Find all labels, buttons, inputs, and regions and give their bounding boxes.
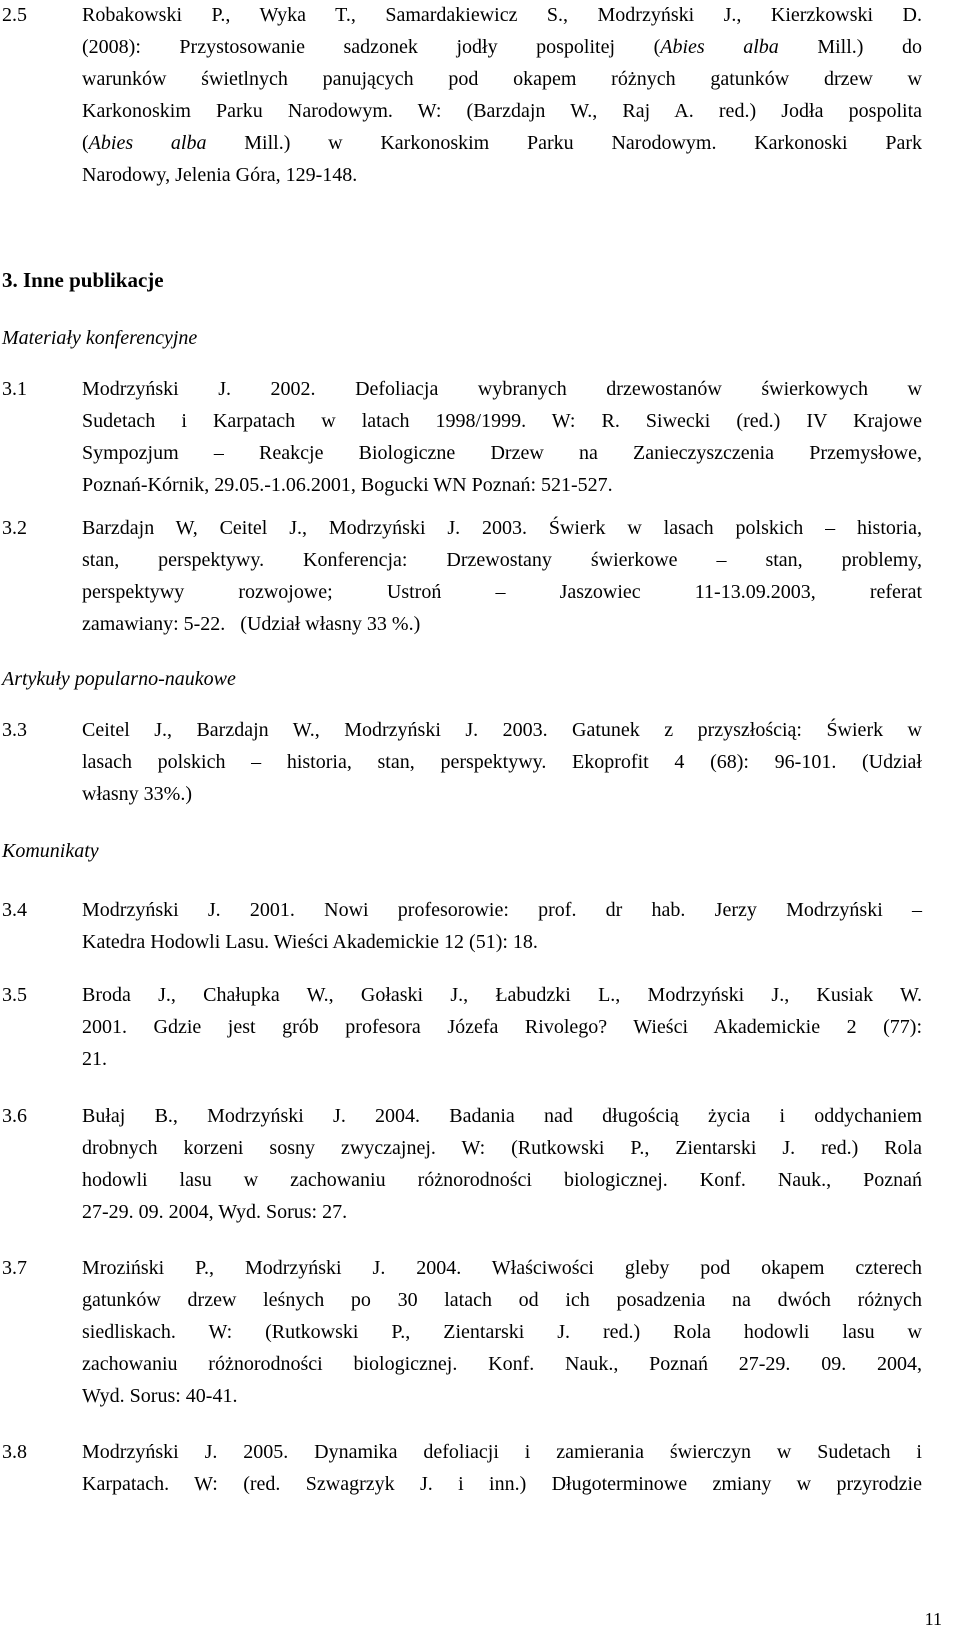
entry-text (82, 894, 922, 958)
entry-number: 3.1 (2, 378, 27, 400)
entry-line: (Abies alba Mill.) w Karkonoskim Parku Narodowym. Karkonoski Park (82, 132, 922, 154)
entry-line: Katedra Hodowli Lasu. Wieści Akademickie 12 (51): 18. (82, 931, 538, 953)
subheading-popular: Artykuły popularno-naukowe (2, 668, 236, 690)
entry-line: drobnych korzeni sosny zwyczajnej. W: (Rutkowski P., Zientarski J. red.) Rola (82, 1137, 922, 1159)
entry-number: 3.3 (2, 719, 27, 741)
entry-line: 21. (82, 1048, 107, 1070)
subheading-conference: Materiały konferencyjne (2, 327, 198, 349)
entry-number: 3.8 (2, 1441, 27, 1463)
entry-line: warunków świetlnych panujących pod okapem różnych gatunków drzew w (82, 68, 922, 90)
entry-text (82, 0, 922, 191)
entry-line: (2008): Przystosowanie sadzonek jodły pospolitej (Abies alba Mill.) do (82, 36, 922, 58)
entry-line: Broda J., Chałupka W., Gołaski J., Łabudzki L., Modrzyński J., Kusiak W. (82, 984, 922, 1006)
entry-line: Modrzyński J. 2005. Dynamika defoliacji i zamierania świerczyn w Sudetach i (82, 1441, 922, 1463)
section-heading: 3. Inne publikacje (2, 268, 164, 292)
entry-line: Karpatach. W: (red. Szwagrzyk J. i inn.) Długoterminowe zmiany w przyrodzie (82, 1473, 922, 1495)
entry-text (82, 714, 922, 810)
entry-line: Modrzyński J. 2002. Defoliacja wybranych drzewostanów świerkowych w (82, 378, 922, 400)
entry-line: siedliskach. W: (Rutkowski P., Zientarski J. red.) Rola hodowli lasu w (82, 1321, 922, 1343)
entry-line: Sympozjum – Reakcje Biologiczne Drzew na Zanieczyszczenia Przemysłowe, (82, 442, 922, 464)
entry-text (82, 512, 922, 640)
entry-line: Poznań-Kórnik, 29.05.-1.06.2001, Bogucki WN Poznań: 521-527. (82, 474, 613, 496)
entry-text (82, 1252, 922, 1412)
entry-number: 3.2 (2, 517, 27, 539)
entry-line: Narodowy, Jelenia Góra, 129-148. (82, 164, 358, 186)
entry-line: Mroziński P., Modrzyński J. 2004. Właściwości gleby pod okapem czterech (82, 1257, 922, 1279)
entry-text (82, 979, 922, 1075)
entry-line: zachowaniu różnorodności biologicznej. Konf. Nauk., Poznań 27-29. 09. 2004, (82, 1353, 922, 1375)
entry-number: 2.5 (2, 4, 27, 26)
entry-number: 3.6 (2, 1105, 27, 1127)
entry-line: 2001. Gdzie jest grób profesora Józefa Rivolego? Wieści Akademickie 2 (77): (82, 1016, 922, 1038)
entry-text (82, 1436, 922, 1500)
entry-line: 27-29. 09. 2004, Wyd. Sorus: 27. (82, 1201, 348, 1223)
entry-line: hodowli lasu w zachowaniu różnorodności biologicznej. Konf. Nauk., Poznań (82, 1169, 922, 1191)
entry-line: zamawiany: 5-22. (Udział własny 33 %.) (82, 613, 421, 635)
entry-line: własny 33%.) (82, 783, 192, 805)
page-number: 11 (924, 1609, 942, 1629)
entry-line: Robakowski P., Wyka T., Samardakiewicz S., Modrzyński J., Kierzkowski D. (82, 4, 922, 26)
entry-number: 3.7 (2, 1257, 27, 1279)
entry-line: Karkonoskim Parku Narodowym. W: (Barzdajn W., Raj A. red.) Jodła pospolita (82, 100, 922, 122)
entry-line: Ceitel J., Barzdajn W., Modrzyński J. 2003. Gatunek z przyszłością: Świerk w (82, 719, 922, 741)
entry-number: 3.5 (2, 984, 27, 1006)
entry-line: Wyd. Sorus: 40-41. (82, 1385, 238, 1407)
entry-line: perspektywy rozwojowe; Ustroń – Jaszowiec 11-13.09.2003, referat (82, 581, 922, 603)
subheading-communications: Komunikaty (2, 840, 99, 862)
entry-text (82, 1100, 922, 1228)
entry-line: gatunków drzew leśnych po 30 latach od ich posadzenia na dwóch różnych (82, 1289, 922, 1311)
entry-text (82, 373, 922, 501)
entry-line: stan, perspektywy. Konferencja: Drzewostany świerkowe – stan, problemy, (82, 549, 922, 571)
entry-number: 3.4 (2, 899, 27, 921)
entry-line: lasach polskich – historia, stan, perspektywy. Ekoprofit 4 (68): 96-101. (Udział (82, 751, 922, 773)
entry-line: Barzdajn W, Ceitel J., Modrzyński J. 2003. Świerk w lasach polskich – historia, (82, 517, 922, 539)
entry-line: Bułaj B., Modrzyński J. 2004. Badania nad długością życia i oddychaniem (82, 1105, 922, 1127)
entry-line: Sudetach i Karpatach w latach 1998/1999. W: R. Siwecki (red.) IV Krajowe (82, 410, 922, 432)
entry-line: Modrzyński J. 2001. Nowi profesorowie: prof. dr hab. Jerzy Modrzyński – (82, 899, 922, 921)
